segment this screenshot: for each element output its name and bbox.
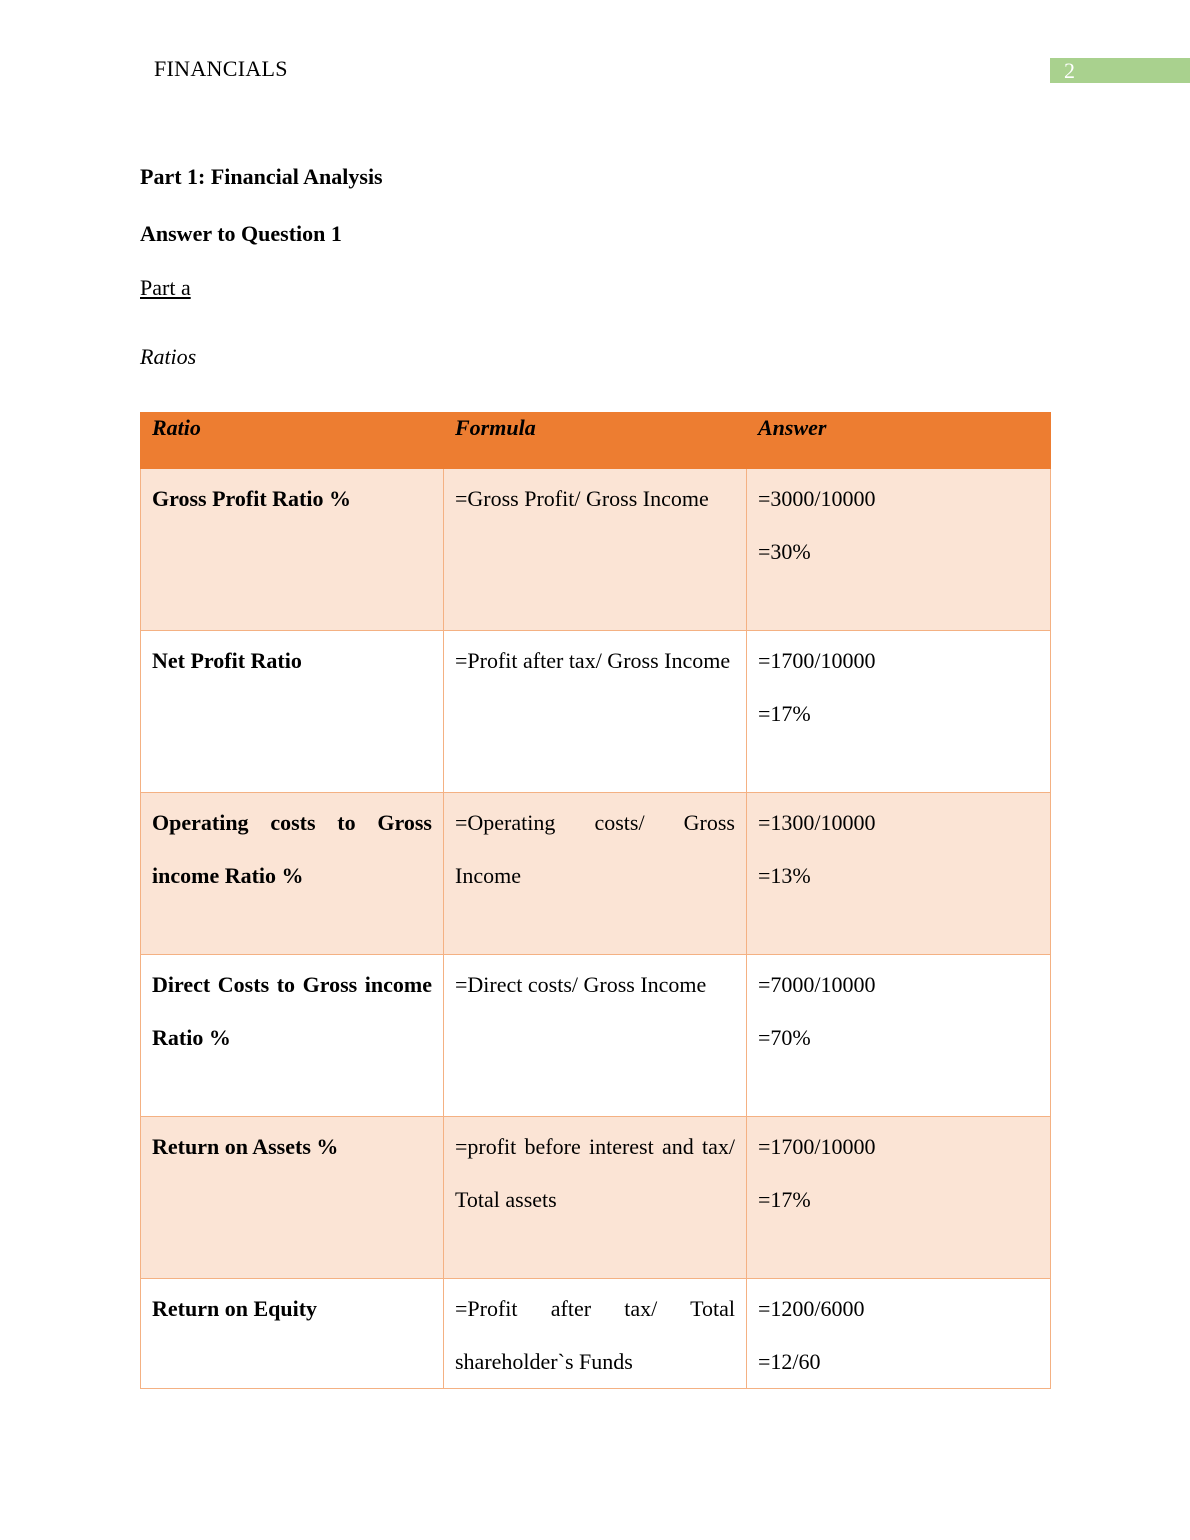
formula-cell: =Profit after tax/ Total shareholder`s Funds — [444, 1279, 747, 1389]
formula-cell: =Profit after tax/ Gross Income — [444, 631, 747, 793]
column-header-formula: Formula — [444, 413, 747, 469]
answer-result: =30% — [758, 539, 811, 564]
answer-cell — [747, 793, 1051, 955]
ratio-name-cell: Return on Assets % — [141, 1117, 444, 1279]
formula-cell: =Gross Profit/ Gross Income — [444, 469, 747, 631]
answer-cell — [747, 469, 1051, 631]
table-row — [141, 631, 1051, 793]
ratio-name-cell: Direct Costs to Gross income Ratio % — [141, 955, 444, 1117]
column-header-ratio: Ratio — [141, 413, 444, 469]
question-heading: Answer to Question 1 — [140, 221, 342, 246]
answer-calculation: =1300/10000 — [758, 810, 876, 835]
answer-result: =70% — [758, 1025, 811, 1050]
answer-cell — [747, 955, 1051, 1117]
table-row — [141, 1279, 1051, 1389]
answer-calculation: =7000/10000 — [758, 972, 876, 997]
section-label: Ratios — [140, 344, 197, 369]
running-header-title: FINANCIALS — [154, 56, 288, 81]
table-row — [141, 1117, 1051, 1279]
answer-calculation: =1700/10000 — [758, 1134, 876, 1159]
column-header-answer: Answer — [747, 413, 1051, 469]
table-header-row — [141, 413, 1051, 469]
formula-cell: =Operating costs/ Gross Income — [444, 793, 747, 955]
answer-cell — [747, 1117, 1051, 1279]
ratio-name-cell: Net Profit Ratio — [141, 631, 444, 793]
ratio-name-cell: Gross Profit Ratio % — [141, 469, 444, 631]
answer-calculation: =3000/10000 — [758, 486, 876, 511]
table-row — [141, 793, 1051, 955]
formula-cell: =profit before interest and tax/ Total assets — [444, 1117, 747, 1279]
ratio-name-cell: Operating costs to Gross income Ratio % — [141, 793, 444, 955]
answer-cell — [747, 631, 1051, 793]
answer-result: =12/60 — [758, 1349, 821, 1374]
answer-result: =13% — [758, 863, 811, 888]
answer-result: =17% — [758, 1187, 811, 1212]
answer-calculation: =1700/10000 — [758, 648, 876, 673]
answer-result: =17% — [758, 701, 811, 726]
table-row — [141, 469, 1051, 631]
formula-cell: =Direct costs/ Gross Income — [444, 955, 747, 1117]
page-number-badge: 2 — [1050, 58, 1190, 83]
answer-cell — [747, 1279, 1051, 1389]
answer-calculation: =1200/6000 — [758, 1296, 865, 1321]
part-heading: Part 1: Financial Analysis — [140, 164, 383, 189]
ratio-name-cell: Return on Equity — [141, 1279, 444, 1389]
table-row — [141, 955, 1051, 1117]
ratios-table — [140, 412, 1051, 1389]
subpart-heading: Part a — [140, 275, 191, 300]
